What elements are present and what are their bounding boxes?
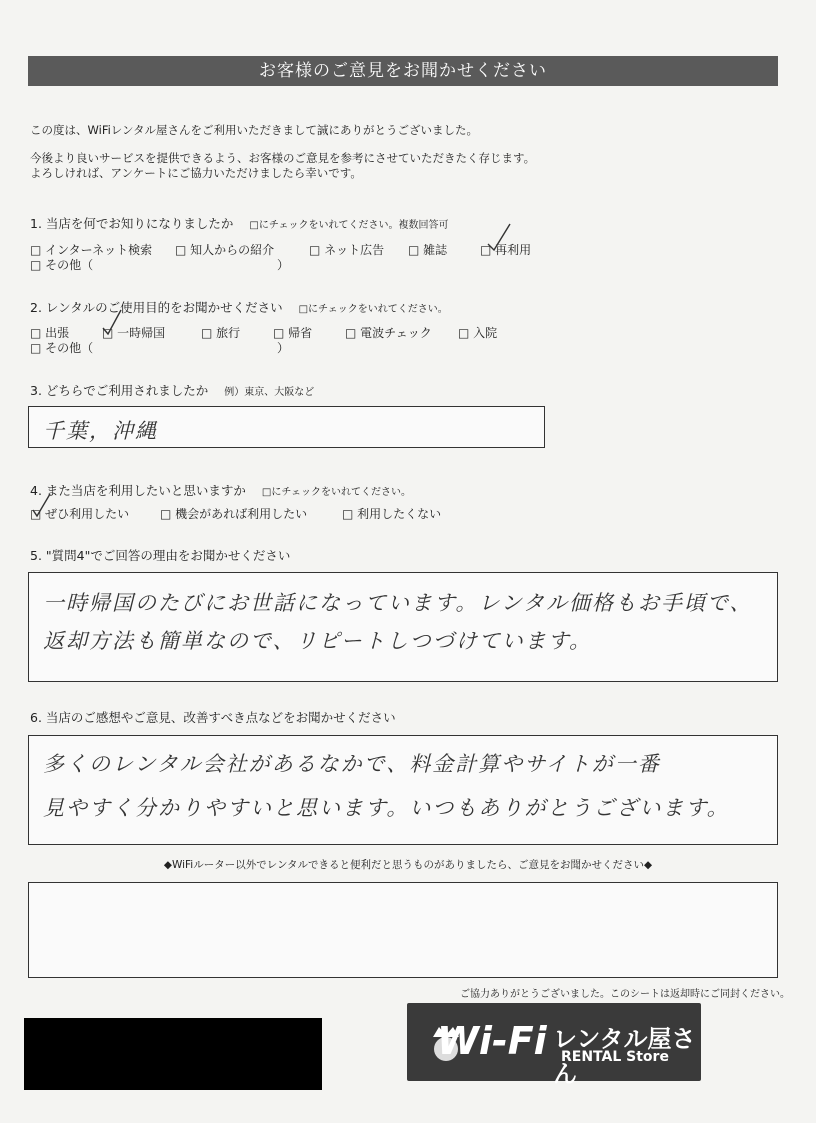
checkmark-icon [484,222,514,252]
option-internet-search[interactable]: □ インターネット検索 [30,243,153,257]
option-other[interactable]: □ その他（ [30,341,94,355]
question-5 [30,546,290,564]
option-signal-check[interactable]: □ 電波チェック [345,326,432,340]
option-hospital[interactable]: □ 入院 [458,326,498,340]
question-6-label: 6. 当店のご感想やご意見、改善すべき点などをお聞かせください [30,710,396,725]
intro-line-2: 今後より良いサービスを提供できるよう、お客様のご意見を参考にさせていただきたく存じます。 [30,151,536,165]
option-business-trip[interactable]: □ 出張 [30,326,70,340]
page-title: お客様のご意見をお聞かせください [28,56,778,86]
question-2-options [30,324,790,360]
question-6 [30,708,396,726]
logo-en-text: RENTAL Store [561,1049,669,1065]
question-5-label: 5. "質問4"でご回答の理由をお聞かせください [30,548,291,563]
question-3-note: 例）東京、大阪など [224,387,315,398]
question-4-options [30,505,790,523]
intro-line-3: よろしければ、アンケートにご協力いただけましたら幸いです。 [30,166,362,180]
brand-logo [407,1003,701,1088]
question-3 [30,381,314,399]
question-7-label: ◆WiFiルーター以外でレンタルできると便利だと思うものがありましたら、ご意見をお聞かせください◆ [163,859,653,871]
logo-wifi-text: Wi-Fi [437,1019,547,1063]
option-if-chance[interactable]: □ 機会があれば利用したい [160,507,308,521]
option-reuse[interactable]: □ 再利用 [480,243,532,257]
question-3-label: 3. どちらでご利用されましたか [30,383,209,398]
option-temporary-return[interactable]: □ 一時帰国 [102,326,166,340]
location-answer-box[interactable] [28,406,545,448]
reason-answer-line-1: 一時帰国のたびにお世話になっています。レンタル価格もお手頃で、 [43,591,753,615]
reason-answer-line-2: 返却方法も簡単なので、リピートしつづけています。 [43,629,593,653]
feedback-answer-box[interactable] [28,735,778,845]
question-4 [30,481,411,499]
intro-line-1: この度は、WiFiレンタル屋さんをご利用いただきまして誠にありがとうございました。 [30,123,479,137]
question-2-note: □にチェックをいれてください。 [298,304,448,315]
redacted-area [24,1018,322,1090]
question-1-options [30,241,790,277]
question-1-note: □にチェックをいれてください。複数回答可 [249,220,449,231]
checkmark-icon [30,492,52,518]
option-homecoming[interactable]: □ 帰省 [273,326,313,340]
checkmark-icon [100,308,124,336]
option-magazine[interactable]: □ 雑誌 [408,243,448,257]
option-net-ad[interactable]: □ ネット広告 [309,243,385,257]
option-other[interactable]: □ その他（ [30,258,94,272]
question-2 [30,298,448,316]
feedback-answer-line-2: 見やすく分かりやすいと思います。いつもありがとうございます。 [43,796,730,820]
option-definitely[interactable]: □ ぜひ利用したい [30,507,130,521]
question-2-label: 2. レンタルのご使用目的をお聞かせください [30,300,283,315]
option-other-close: ） [277,258,290,272]
question-1 [30,214,449,232]
question-1-label: 1. 当店を何でお知りになりましたか [30,216,234,231]
feedback-answer-line-1: 多くのレンタル会社があるなかで、料金計算やサイトが一番 [43,752,661,776]
question-4-note: □にチェックをいれてください。 [261,487,412,498]
rental-suggestion-box[interactable] [28,882,778,978]
logo-jp-text: レンタル屋さん [553,1025,696,1088]
footer-note: ご協力ありがとうございました。このシートは返却時にご同封ください。 [460,989,790,1000]
option-no[interactable]: □ 利用したくない [342,507,442,521]
option-travel[interactable]: □ 旅行 [201,326,241,340]
option-acquaintance[interactable]: □ 知人からの紹介 [175,243,275,257]
reason-answer-box[interactable] [28,572,778,682]
question-4-label: 4. また当店を利用したいと思いますか [30,483,246,498]
option-other-close: ） [277,341,290,355]
location-answer: 千葉，沖縄 [43,419,158,443]
